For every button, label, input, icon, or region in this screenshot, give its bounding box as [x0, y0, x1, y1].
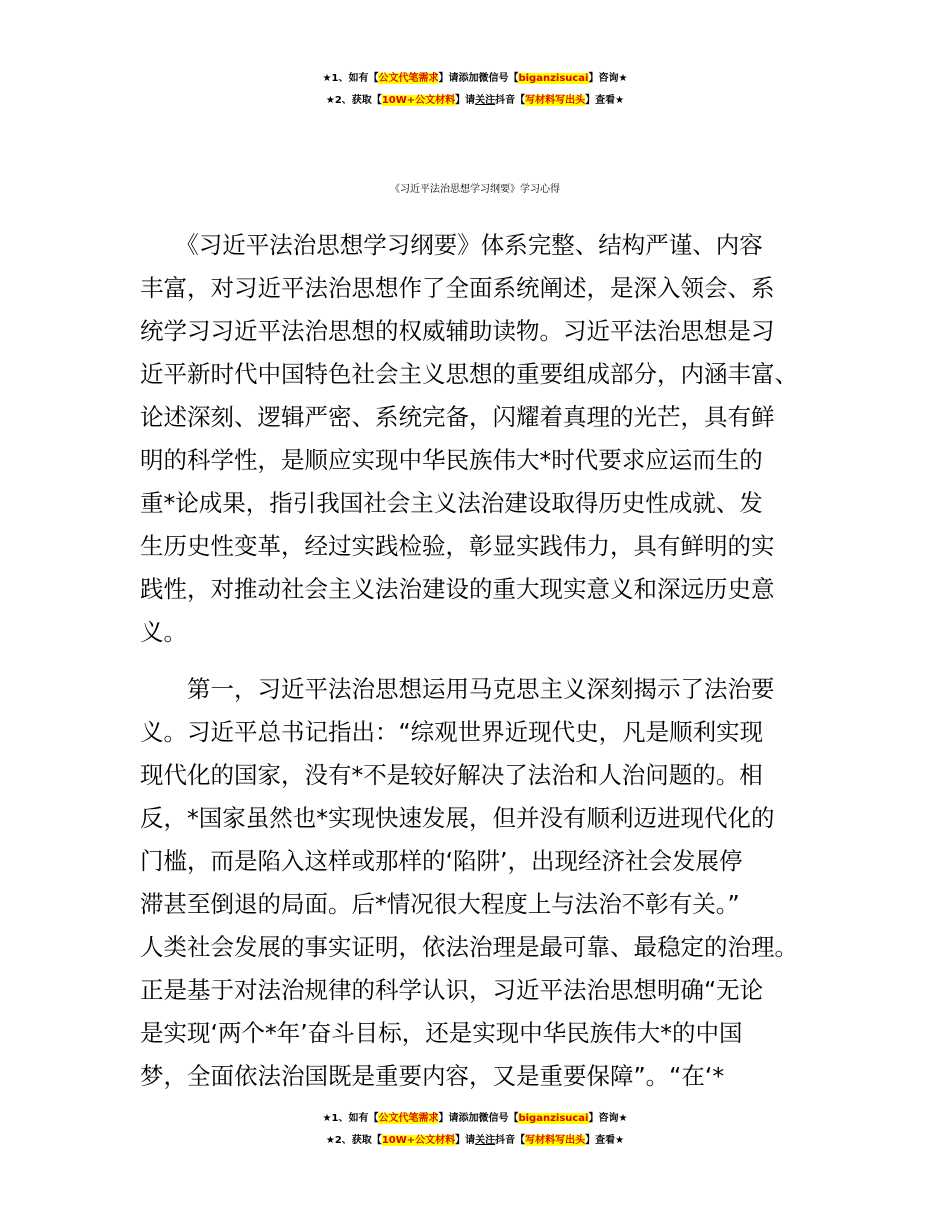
promo-highlight: 公文代笔需求 [378, 73, 439, 84]
text-line: 重*论成果，指引我国社会主义法治建设取得历史性成就、发 [140, 489, 763, 517]
text-line: 梦，全面依法治国既是重要内容，又是重要保障”。“在‘* [140, 1062, 725, 1090]
text-line: 人类社会发展的事实证明，依法治理是最可靠、最稳定的治理。 [140, 933, 798, 961]
text-line: 丰富，对习近平法治思想作了全面系统阐述，是深入领会、系 [140, 274, 775, 302]
promo-line-1 [0, 1108, 950, 1130]
promo-highlight-douyin: 写材料写出头 [525, 95, 586, 106]
paragraph-1 [140, 224, 830, 654]
promo-highlight: 公文代笔需求 [378, 1113, 439, 1124]
text-line: 践性，对推动社会主义法治建设的重大现实意义和深远历史意 [140, 575, 775, 603]
text-line: 反，*国家虽然也*实现快速发展，但并没有顺利迈进现代化的 [140, 804, 775, 832]
text-line: 明的科学性，是顺应实现中华民族伟大*时代要求应运而生的 [140, 446, 763, 474]
promo-text: 】咨询★ [588, 1113, 628, 1124]
promo-text: ★2、获取【 [325, 1135, 382, 1146]
promo-text: ★2、获取【 [325, 95, 382, 106]
promo-text: 抖音【 [495, 1135, 526, 1146]
text-line: 门槛，而是陷入这样或那样的‘陷阱’，出现经济社会发展停 [140, 847, 743, 875]
text-line: 是实现‘两个*年’奋斗目标，还是实现中华民族伟大*的中国 [140, 1019, 743, 1047]
promo-text: 】咨询★ [588, 73, 628, 84]
promo-highlight: 10W+公文材料 [381, 1135, 456, 1146]
text-line: 义。习近平总书记指出：“综观世界近现代史，凡是顺利实现 [140, 718, 764, 746]
promo-text: 抖音【 [495, 95, 526, 106]
document-title: 《习近平法治思想学习纲要》学习心得 [390, 184, 560, 195]
promo-highlight-douyin: 写材料写出头 [525, 1135, 586, 1146]
footer-promo-banner [0, 1108, 950, 1152]
promo-line-1 [0, 68, 950, 90]
text-line: 统学习习近平法治思想的权威辅助读物。习近平法治思想是习 [140, 317, 775, 345]
promo-line-2 [0, 1130, 950, 1152]
promo-text: ★1、如有【 [322, 73, 379, 84]
text-line: 义。 [140, 618, 187, 646]
promo-highlight-wechat-id: biganzisucai [518, 1113, 589, 1124]
promo-text: 】查看★ [585, 95, 625, 106]
text-line: 第一，习近平法治思想运用马克思主义深刻揭示了法治要 [140, 675, 775, 703]
promo-line-2 [0, 90, 950, 112]
promo-text: 】请添加微信号【 [438, 73, 519, 84]
promo-text: 】请 [455, 95, 476, 106]
text-line: 滞甚至倒退的局面。后*情况很大程度上与法治不彰有关。” [140, 890, 740, 918]
text-line: 近平新时代中国特色社会主义思想的重要组成部分，内涵丰富、 [140, 360, 798, 388]
promo-text: 】查看★ [585, 1135, 625, 1146]
header-promo-banner [0, 68, 950, 112]
promo-highlight-wechat-id: biganzisucai [518, 73, 589, 84]
promo-text: ★1、如有【 [322, 1113, 379, 1124]
text-line: 生历史性变革，经过实践检验，彰显实践伟力，具有鲜明的实 [140, 532, 775, 560]
paragraph-2 [140, 668, 830, 1098]
promo-text: 】请添加微信号【 [438, 1113, 519, 1124]
promo-text: 】请 [455, 1135, 476, 1146]
promo-underlined-text: 关注 [475, 1135, 496, 1146]
promo-highlight: 10W+公文材料 [381, 95, 456, 106]
text-line: 《习近平法治思想学习纲要》体系完整、结构严谨、内容 [140, 231, 763, 259]
text-line: 正是基于对法治规律的科学认识，习近平法治思想明确“无论 [140, 976, 764, 1004]
text-line: 论述深刻、逻辑严密、系统完备，闪耀着真理的光芒，具有鲜 [140, 403, 775, 431]
text-line: 现代化的国家，没有*不是较好解决了法治和人治问题的。相 [140, 761, 763, 789]
promo-underlined-text: 关注 [475, 95, 496, 106]
